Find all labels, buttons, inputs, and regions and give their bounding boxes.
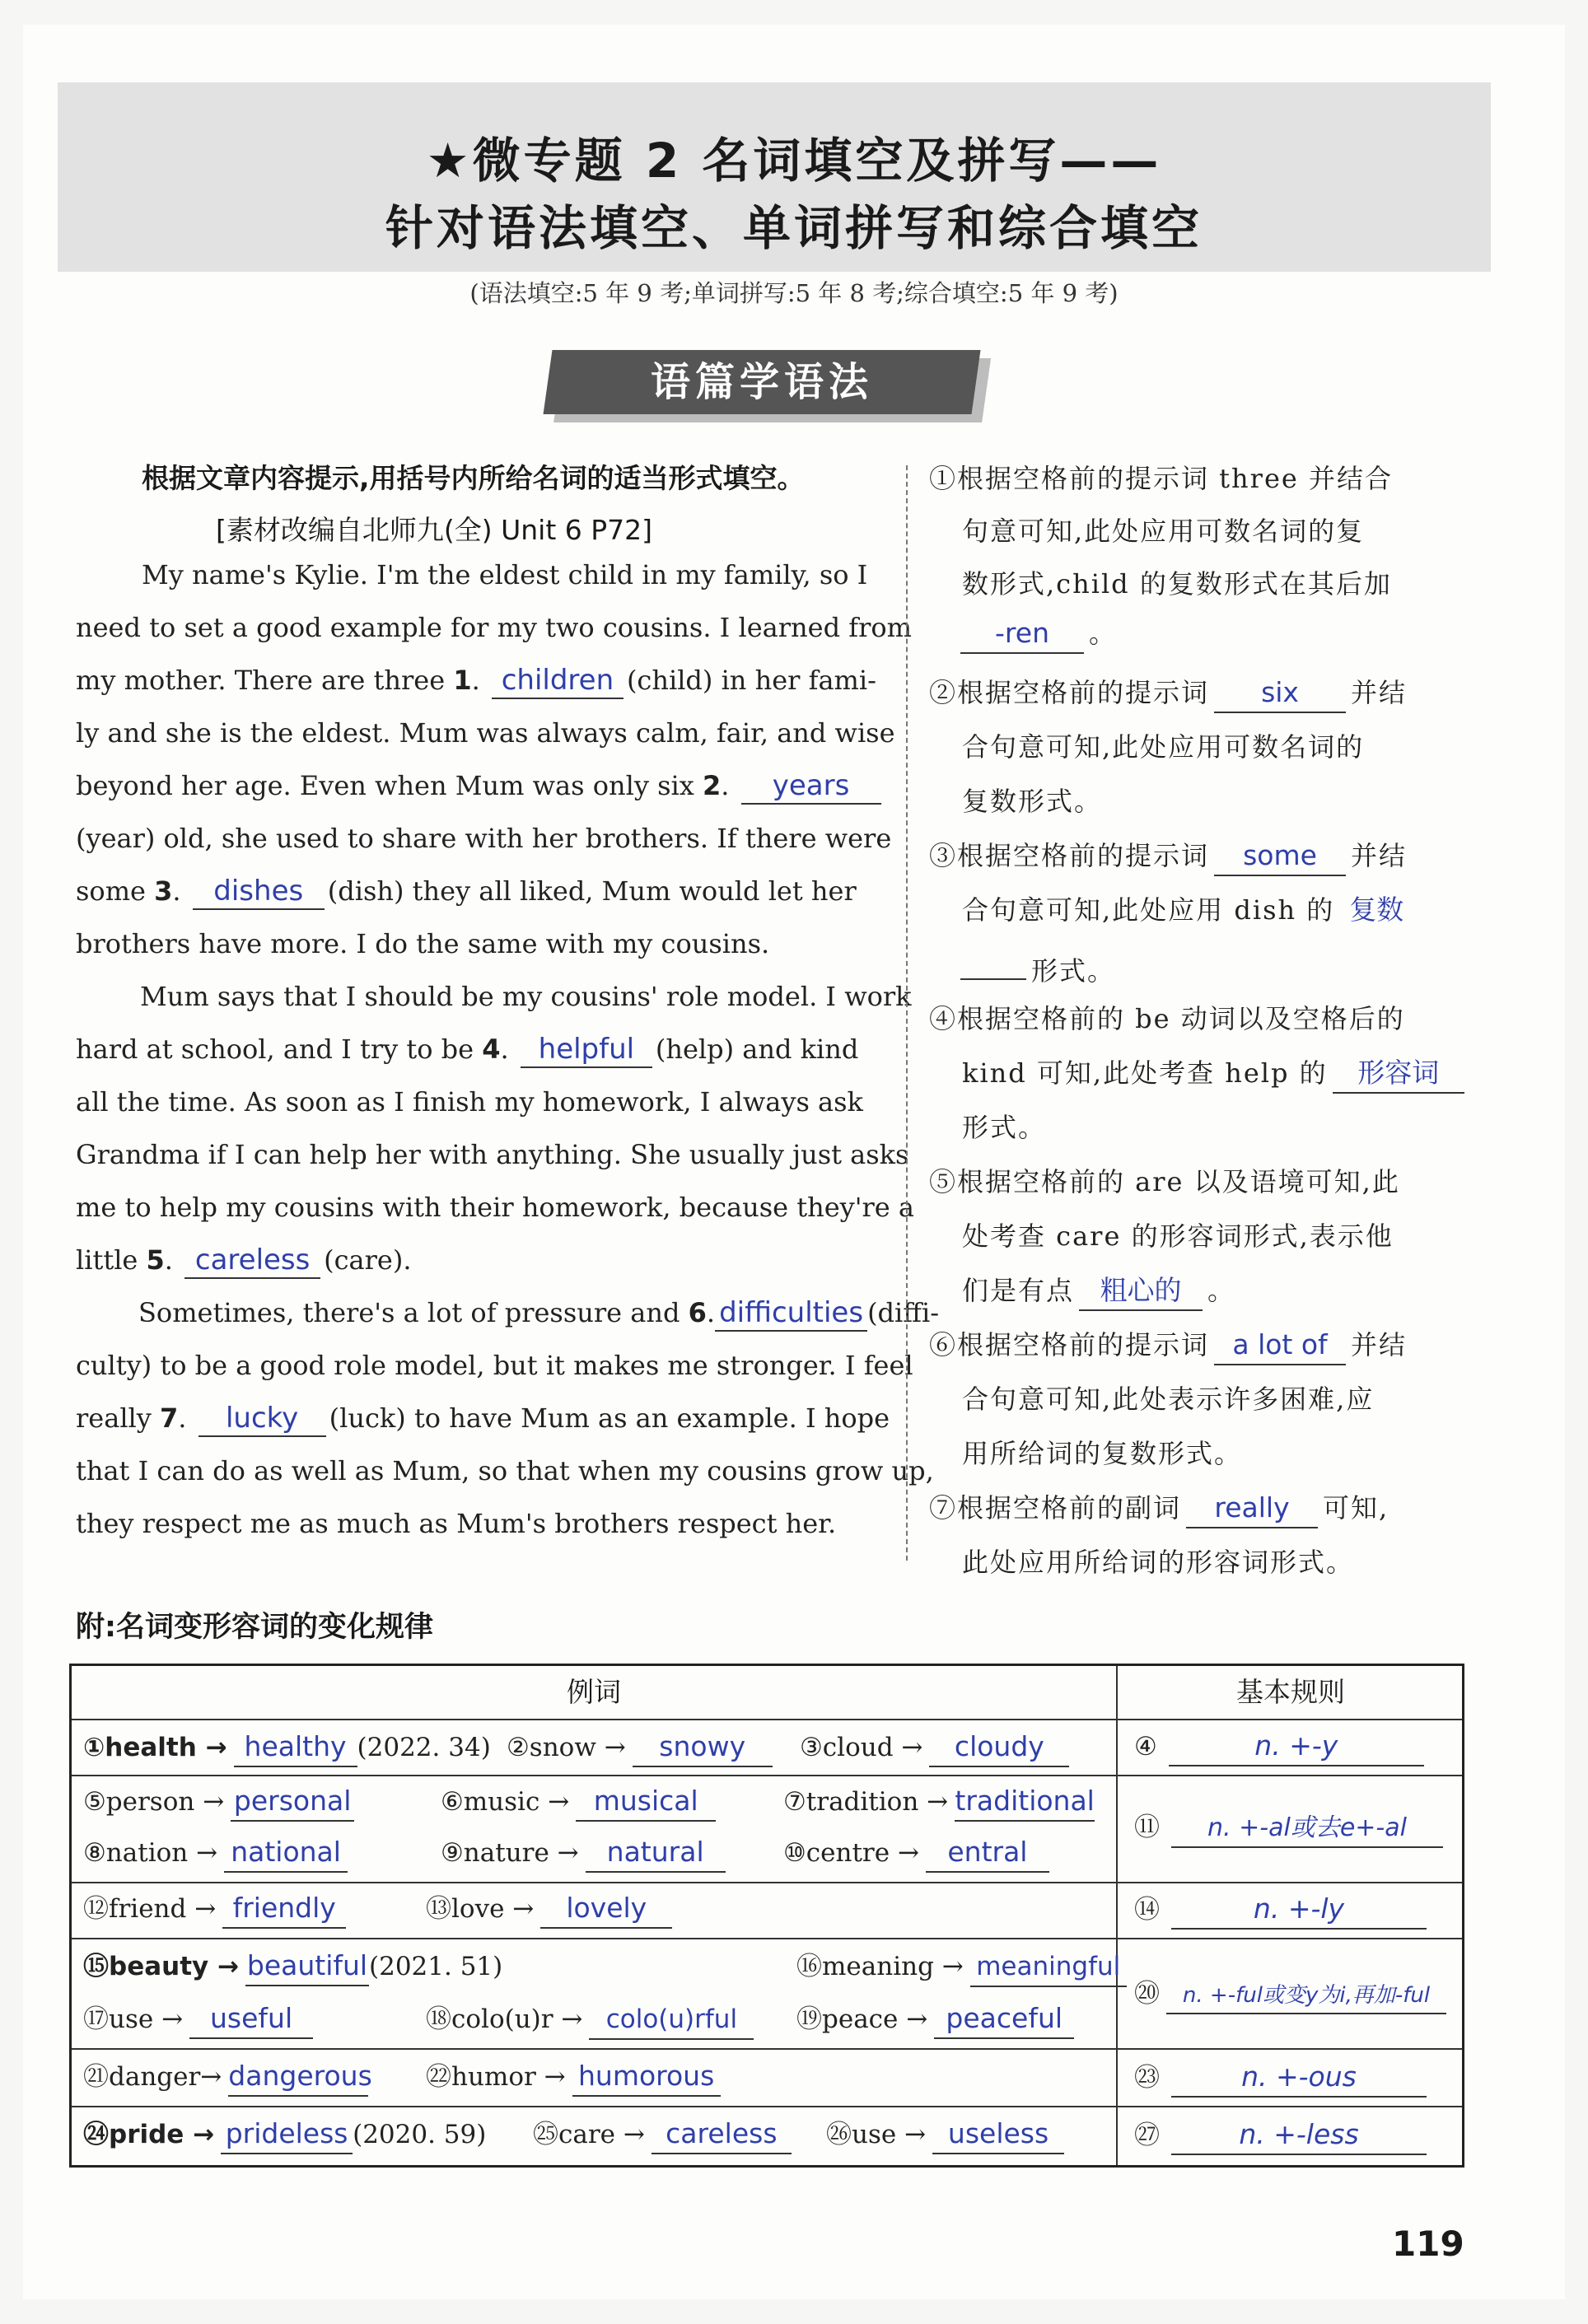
answer[interactable]: natural [586,1838,726,1873]
answer[interactable]: dangerous [228,2062,368,2097]
answer[interactable]: cloudy [929,1733,1069,1767]
answer[interactable]: careless [652,2120,792,2154]
column-divider [906,465,908,1561]
answer-blank-3[interactable]: dishes [193,877,325,910]
table-cell: ③cloud → cloudy [800,1729,1069,1766]
note-answer-5[interactable]: 粗心的 [1079,1276,1203,1311]
table-cell: ⑲peace → peaceful [796,2000,1074,2038]
answer[interactable]: entral [926,1838,1049,1873]
note-answer-3b[interactable]: 复数 [1349,894,1404,926]
table-divider [72,2106,1462,2107]
rule-answer[interactable]: n. +-ous [1171,2063,1427,2098]
note-4-line: 形式。 [962,1112,1047,1143]
rule-cell: ④ n. +-y [1134,1727,1424,1766]
exercise-instruction: 根据文章内容提示,用括号内所给名词的适当形式填空。 [142,462,805,494]
table-cell: ⑧nation → national [83,1834,348,1872]
table-divider [72,1775,1462,1776]
passage-line: that I can do as well as Mum, so that when my cousins grow up, [76,1455,934,1486]
note-4: ④根据空格前的 be 动词以及空格后的 [929,1003,1405,1034]
material-source: [素材改编自北师九(全) Unit 6 P72] [216,514,653,546]
note-4-line: kind 可知,此处考查 help 的 形容词 [962,1054,1469,1092]
rule-answer[interactable]: n. +-al或去e+-al [1171,1813,1443,1848]
note-1-line: 句意可知,此处应用可数名词的复 [962,516,1365,547]
table-cell: ⑯meaning → meaningful [796,1948,1127,1986]
passage-line: really 7. lucky (luck) to have Mum as an example. I hope [76,1400,890,1436]
passage-line: all the time. As soon as I finish my homework, I always ask [76,1086,863,1118]
note-answer-4[interactable]: 形容词 [1333,1059,1464,1094]
note-5-line: 处考查 care 的形容词形式,表示他 [962,1220,1394,1252]
answer[interactable]: humorous [572,2062,721,2097]
rule-cell: ⑭ n. +-ly [1134,1890,1427,1930]
rules-table [69,1664,1464,2168]
answer-blank-7[interactable]: lucky [198,1404,326,1437]
table-cell: ⑱colo(u)r → colo(u)rful [426,2000,754,2038]
answer-blank-2[interactable]: years [741,772,881,805]
passage-line: hard at school, and I try to be 4. helpful (help) and kind [76,1031,858,1067]
rule-answer[interactable]: n. +-less [1171,2121,1427,2155]
answer[interactable]: lovely [540,1894,672,1929]
note-2-line: 复数形式。 [962,786,1103,817]
answer-blank-4[interactable]: helpful [521,1035,652,1068]
note-6-line: 用所给词的复数形式。 [962,1438,1243,1469]
passage-line: My name's Kylie. I'm the eldest child in my family, so I [142,559,868,590]
answer-blank-5[interactable]: careless [184,1246,320,1279]
note-5: ⑤根据空格前的 are 以及语境可知,此 [929,1166,1400,1197]
note-answer-6[interactable]: a lot of [1214,1331,1346,1365]
passage-line: ly and she is the eldest. Mum was always calm, fair, and wise [76,717,895,749]
note-answer-1[interactable]: -ren [960,619,1084,654]
page-title: ★微专题 2 名词填空及拼写—— [426,133,1162,189]
note-7: ⑦根据空格前的副词 really 可知, [929,1489,1389,1527]
passage-line: brothers have more. I do the same with my cousins. [76,928,770,959]
answer[interactable]: friendly [222,1894,346,1929]
table-cell: ⑮beauty → beautiful(2021. 51) [83,1948,502,1986]
note-answer-3b-blank [960,945,1026,980]
note-5-line: 们是有点 粗心的 。 [962,1272,1235,1309]
rule-cell: ⑪ n. +-al或去e+-al [1134,1808,1443,1847]
appendix-title: 附:名词变形容词的变化规律 [76,1611,433,1644]
note-6-line: 合句意可知,此处表示许多困难,应 [962,1384,1375,1415]
answer[interactable]: useful [189,2004,313,2039]
exam-frequency-subtitle: (语法填空:5 年 9 考;单词拼写:5 年 8 考;综合填空:5 年 9 考) [469,279,1119,307]
note-2: ②根据空格前的提示词 six 并结 [929,674,1407,712]
table-cell: ⑫friend → friendly [83,1890,346,1928]
table-cell: ⑰use → useful [83,2000,313,2038]
rule-cell: ㉓ n. +-ous [1134,2058,1427,2098]
table-cell: ⑦tradition → traditional [783,1783,1095,1821]
passage-line: (year) old, she used to share with her brothers. If there were [76,823,892,854]
table-divider [72,1882,1462,1883]
rule-answer[interactable]: n. +-ly [1171,1895,1427,1930]
passage-line: me to help my cousins with their homework, because they're a [76,1192,914,1223]
answer[interactable]: beautiful [245,1952,369,1986]
table-divider [72,2048,1462,2050]
table-cell: ㉒humor → humorous [426,2058,721,2096]
answer[interactable]: peaceful [934,2004,1074,2039]
table-header-rules: 基本规则 [1236,1676,1345,1708]
rule-answer[interactable]: n. +-ful或变y为i,再加-ful [1166,1980,1446,2014]
table-cell: ㉔pride → prideless (2020. 59) [83,2116,486,2154]
table-column-divider [1116,1666,1118,2165]
page-title-line2: 针对语法填空、单词拼写和综合填空 [385,200,1203,256]
answer[interactable]: prideless [221,2120,353,2154]
table-cell: ⑩centre → entral [783,1834,1049,1872]
table-cell: ㉑danger→ dangerous [83,2058,368,2096]
table-cell: ㉕care → careless [533,2116,792,2154]
rule-answer[interactable]: n. +-y [1169,1732,1424,1766]
passage-line: beyond her age. Even when Mum was only six 2. years [76,768,885,804]
answer[interactable]: musical [576,1787,716,1822]
table-row: ①health → healthy (2022. 34) [83,1729,491,1766]
note-3: ③根据空格前的提示词 some 并结 [929,837,1407,875]
note-1: ①根据空格前的提示词 three 并结合 [929,463,1393,494]
table-divider [72,1719,1462,1720]
table-cell: ⑤person → personal [83,1783,354,1821]
passage-line: some 3. dishes (dish) they all liked, Mum would let her [76,873,857,909]
passage-line: Mum says that I should be my cousins' role model. I work [140,981,912,1012]
page-number: 119 [1392,2224,1464,2264]
note-3-line: 合句意可知,此处应用 dish 的 复数 [962,891,1418,929]
rule-cell: ㉗ n. +-less [1134,2116,1427,2155]
table-cell: ㉖use → useless [826,2116,1064,2154]
passage-line: culty) to be a good role model, but it makes me stronger. I feel [76,1350,913,1381]
table-cell: ⑬love → lovely [426,1890,672,1928]
table-header-examples: 例词 [567,1676,621,1708]
table-divider [72,1938,1462,1939]
note-7-line: 此处应用所给词的形容词形式。 [962,1547,1355,1578]
note-2-line: 合句意可知,此处应用可数名词的 [962,731,1365,763]
note-1-line: -ren 。 [955,614,1117,652]
note-answer-3[interactable]: some [1214,842,1346,876]
answer[interactable]: national [224,1838,348,1873]
table-cell: ⑨nature → natural [441,1834,726,1872]
note-answer-2[interactable]: six [1214,679,1346,713]
section-banner: 语篇学语法 [650,359,873,405]
passage-line: they respect me as much as Mum's brothers respect her. [76,1508,837,1539]
passage-line: little 5. careless (care). [76,1242,412,1278]
answer[interactable]: snowy [633,1733,773,1767]
answer-blank-6[interactable]: difficulties [715,1299,867,1332]
answer[interactable]: healthy [234,1733,357,1767]
passage-line: Sometimes, there's a lot of pressure and 6. difficulties (diffi- [138,1295,939,1331]
answer[interactable]: meaningful [970,1953,1127,1987]
note-3-line: 形式。 [955,945,1115,983]
note-answer-7[interactable]: really [1186,1494,1318,1528]
note-6: ⑥根据空格前的提示词 a lot of 并结 [929,1326,1407,1364]
passage-line: need to set a good example for my two cousins. I learned from [76,612,912,643]
note-1-line: 数形式,child 的复数形式在其后加 [962,568,1392,600]
answer[interactable]: colo(u)rful [589,2005,754,2040]
answer[interactable]: traditional [955,1787,1095,1822]
answer[interactable]: useless [932,2120,1064,2154]
table-cell: ⑥music → musical [441,1783,716,1821]
passage-line: my mother. There are three 1. children (child) in her fami- [76,662,876,698]
table-cell: ②snow → snowy [507,1729,773,1766]
rule-cell: ⑳ n. +-ful或变y为i,再加-ful [1134,1974,1446,2014]
answer[interactable]: personal [231,1787,354,1822]
passage-line: Grandma if I can help her with anything. She usually just asks [76,1139,909,1170]
answer-blank-1[interactable]: children [492,666,624,699]
